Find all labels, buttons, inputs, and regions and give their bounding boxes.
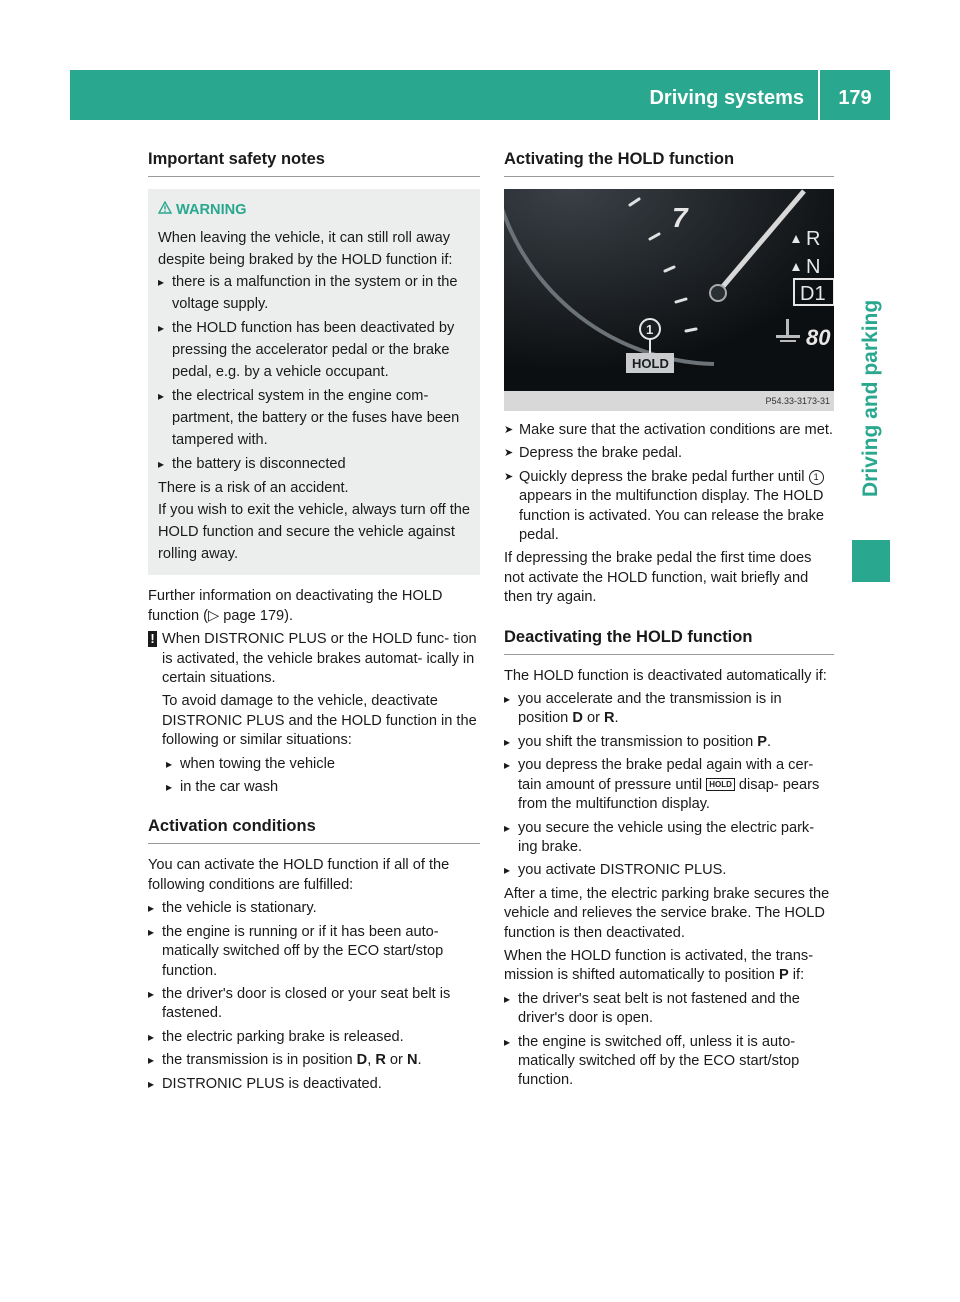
gear-d: D1	[800, 283, 826, 305]
instrument-cluster-image	[504, 189, 834, 411]
left-column	[148, 148, 480, 1098]
shift-list	[504, 990, 834, 1091]
activation-steps	[504, 421, 834, 545]
list-item: ▸ you depress the brake pedal again with a cer- tain amount of pressure until HOLD disap- pears from the multifunction display.	[504, 756, 834, 814]
list-item: ▸ DISTRONIC PLUS is deactivated.	[148, 1075, 480, 1094]
warning-header	[158, 201, 472, 220]
warning-risk: There is a risk of an accident.	[158, 480, 349, 497]
gear-n: N	[806, 256, 821, 278]
step-item: ➤ Depress the brake pedal.	[504, 444, 834, 463]
hold-symbol-icon: HOLD	[706, 778, 735, 791]
warning-intro: When leaving the vehicle, it can still roll away despite being braked by the HOLD function if:	[158, 230, 453, 269]
callout-number: 1	[646, 322, 654, 337]
warning-box	[148, 189, 480, 575]
further-info: Further information on deactivating the HOLD function (▷ page 179).	[148, 588, 443, 624]
warning-triangle-icon	[158, 201, 176, 220]
list-item: ▸ when towing the vehicle	[166, 755, 480, 774]
callout-1-icon: 1	[809, 470, 824, 485]
list-item: ▸ the driver's door is closed or your seat belt is fastened.	[148, 985, 480, 1024]
after-time-text: After a time, the electric parking brake secures the vehicle and relieves the service brake. The HOLD function is then deactivated.	[504, 885, 830, 941]
list-item: ▸ the electric parking brake is released.	[148, 1028, 480, 1047]
note-text: When DISTRONIC PLUS or the HOLD func- tion is activated, the vehicle brakes automat- ically in certain situations.	[162, 631, 477, 687]
heading-activating-hold: Activating the HOLD function	[504, 148, 834, 177]
activation-list	[148, 899, 480, 1094]
deactivation-list	[504, 690, 834, 881]
chapter-tab-marker	[852, 540, 890, 582]
list-item: ▸ the driver's seat belt is not fastened and the driver's door is open.	[504, 990, 834, 1029]
warning-advice: If you wish to exit the vehicle, always turn off the HOLD function and secure the vehicle against rolling away.	[158, 502, 471, 563]
list-item: ▸ in the car wash	[166, 778, 480, 797]
list-item: ▸ the transmission is in position D, R or N.	[148, 1051, 480, 1070]
list-item: ▸ the engine is running or if it has been auto- matically switched off by the ECO start/stop function.	[148, 923, 480, 981]
list-item: ▸ you secure the vehicle using the electric park- ing brake.	[504, 819, 834, 858]
dial-number: 7	[672, 202, 688, 233]
list-item: ▸ there is a malfunction in the system or in the voltage supply.	[158, 271, 472, 315]
list-item: ▸ you shift the transmission to position P.	[504, 733, 834, 752]
deactivation-intro: The HOLD function is deactivated automatically if:	[504, 667, 827, 684]
activation-fallback: If depressing the brake pedal the first time does not activate the HOLD function, wait briefly and then try again.	[504, 550, 812, 606]
activation-intro: You can activate the HOLD function if all of the following conditions are fulfilled:	[148, 857, 450, 893]
heading-activation-conditions: Activation conditions	[148, 815, 480, 844]
warning-label: WARNING	[176, 202, 247, 218]
step-item: ➤ Make sure that the activation conditions are met.	[504, 421, 834, 440]
section-title: Driving systems	[649, 70, 820, 120]
note-list	[162, 755, 480, 798]
list-item: ▸ the electrical system in the engine com- partment, the battery or the fuses have been tampered with.	[158, 385, 472, 451]
list-item: ▸ the HOLD function has been deactivated by pressing the accelerator pedal or the brake pedal, e.g. by a vehicle occupant.	[158, 317, 472, 383]
right-column	[504, 148, 834, 1095]
list-item: ▸ you accelerate and the transmission is in position D or R.	[504, 690, 834, 729]
damage-note	[148, 630, 480, 797]
list-item: ▸ you activate DISTRONIC PLUS.	[504, 861, 834, 880]
hold-indicator: HOLD	[632, 356, 669, 371]
exclamation-icon: !	[148, 631, 157, 647]
header-bar	[70, 70, 890, 120]
gear-r: R	[806, 228, 821, 250]
warning-list	[158, 271, 472, 475]
image-code: P54.33-3173-31	[504, 391, 834, 411]
shift-to-p-text: When the HOLD function is activated, the trans- mission is shifted automatically to position P if:	[504, 947, 814, 984]
step-item: ➤ Quickly depress the brake pedal further until 1 appears in the multifunction display. The HOLD function is activated. You can release the brake pedal.	[504, 468, 834, 546]
list-item: ▸ the engine is switched off, unless it is auto- matically switched off by the ECO start/stop function.	[504, 1033, 834, 1091]
note-avoid: To avoid damage to the vehicle, deactivate DISTRONIC PLUS and the HOLD function in the following or similar situations:	[162, 693, 477, 749]
heading-deactivating-hold: Deactivating the HOLD function	[504, 626, 834, 655]
chapter-tab-label: Driving and parking	[859, 299, 882, 497]
heading-safety-notes: Important safety notes	[148, 148, 480, 177]
list-item: ▸ the battery is disconnected	[158, 453, 472, 475]
page-number: 179	[838, 87, 872, 109]
speed-readout: 80	[806, 325, 831, 350]
list-item: ▸ the vehicle is stationary.	[148, 899, 480, 918]
